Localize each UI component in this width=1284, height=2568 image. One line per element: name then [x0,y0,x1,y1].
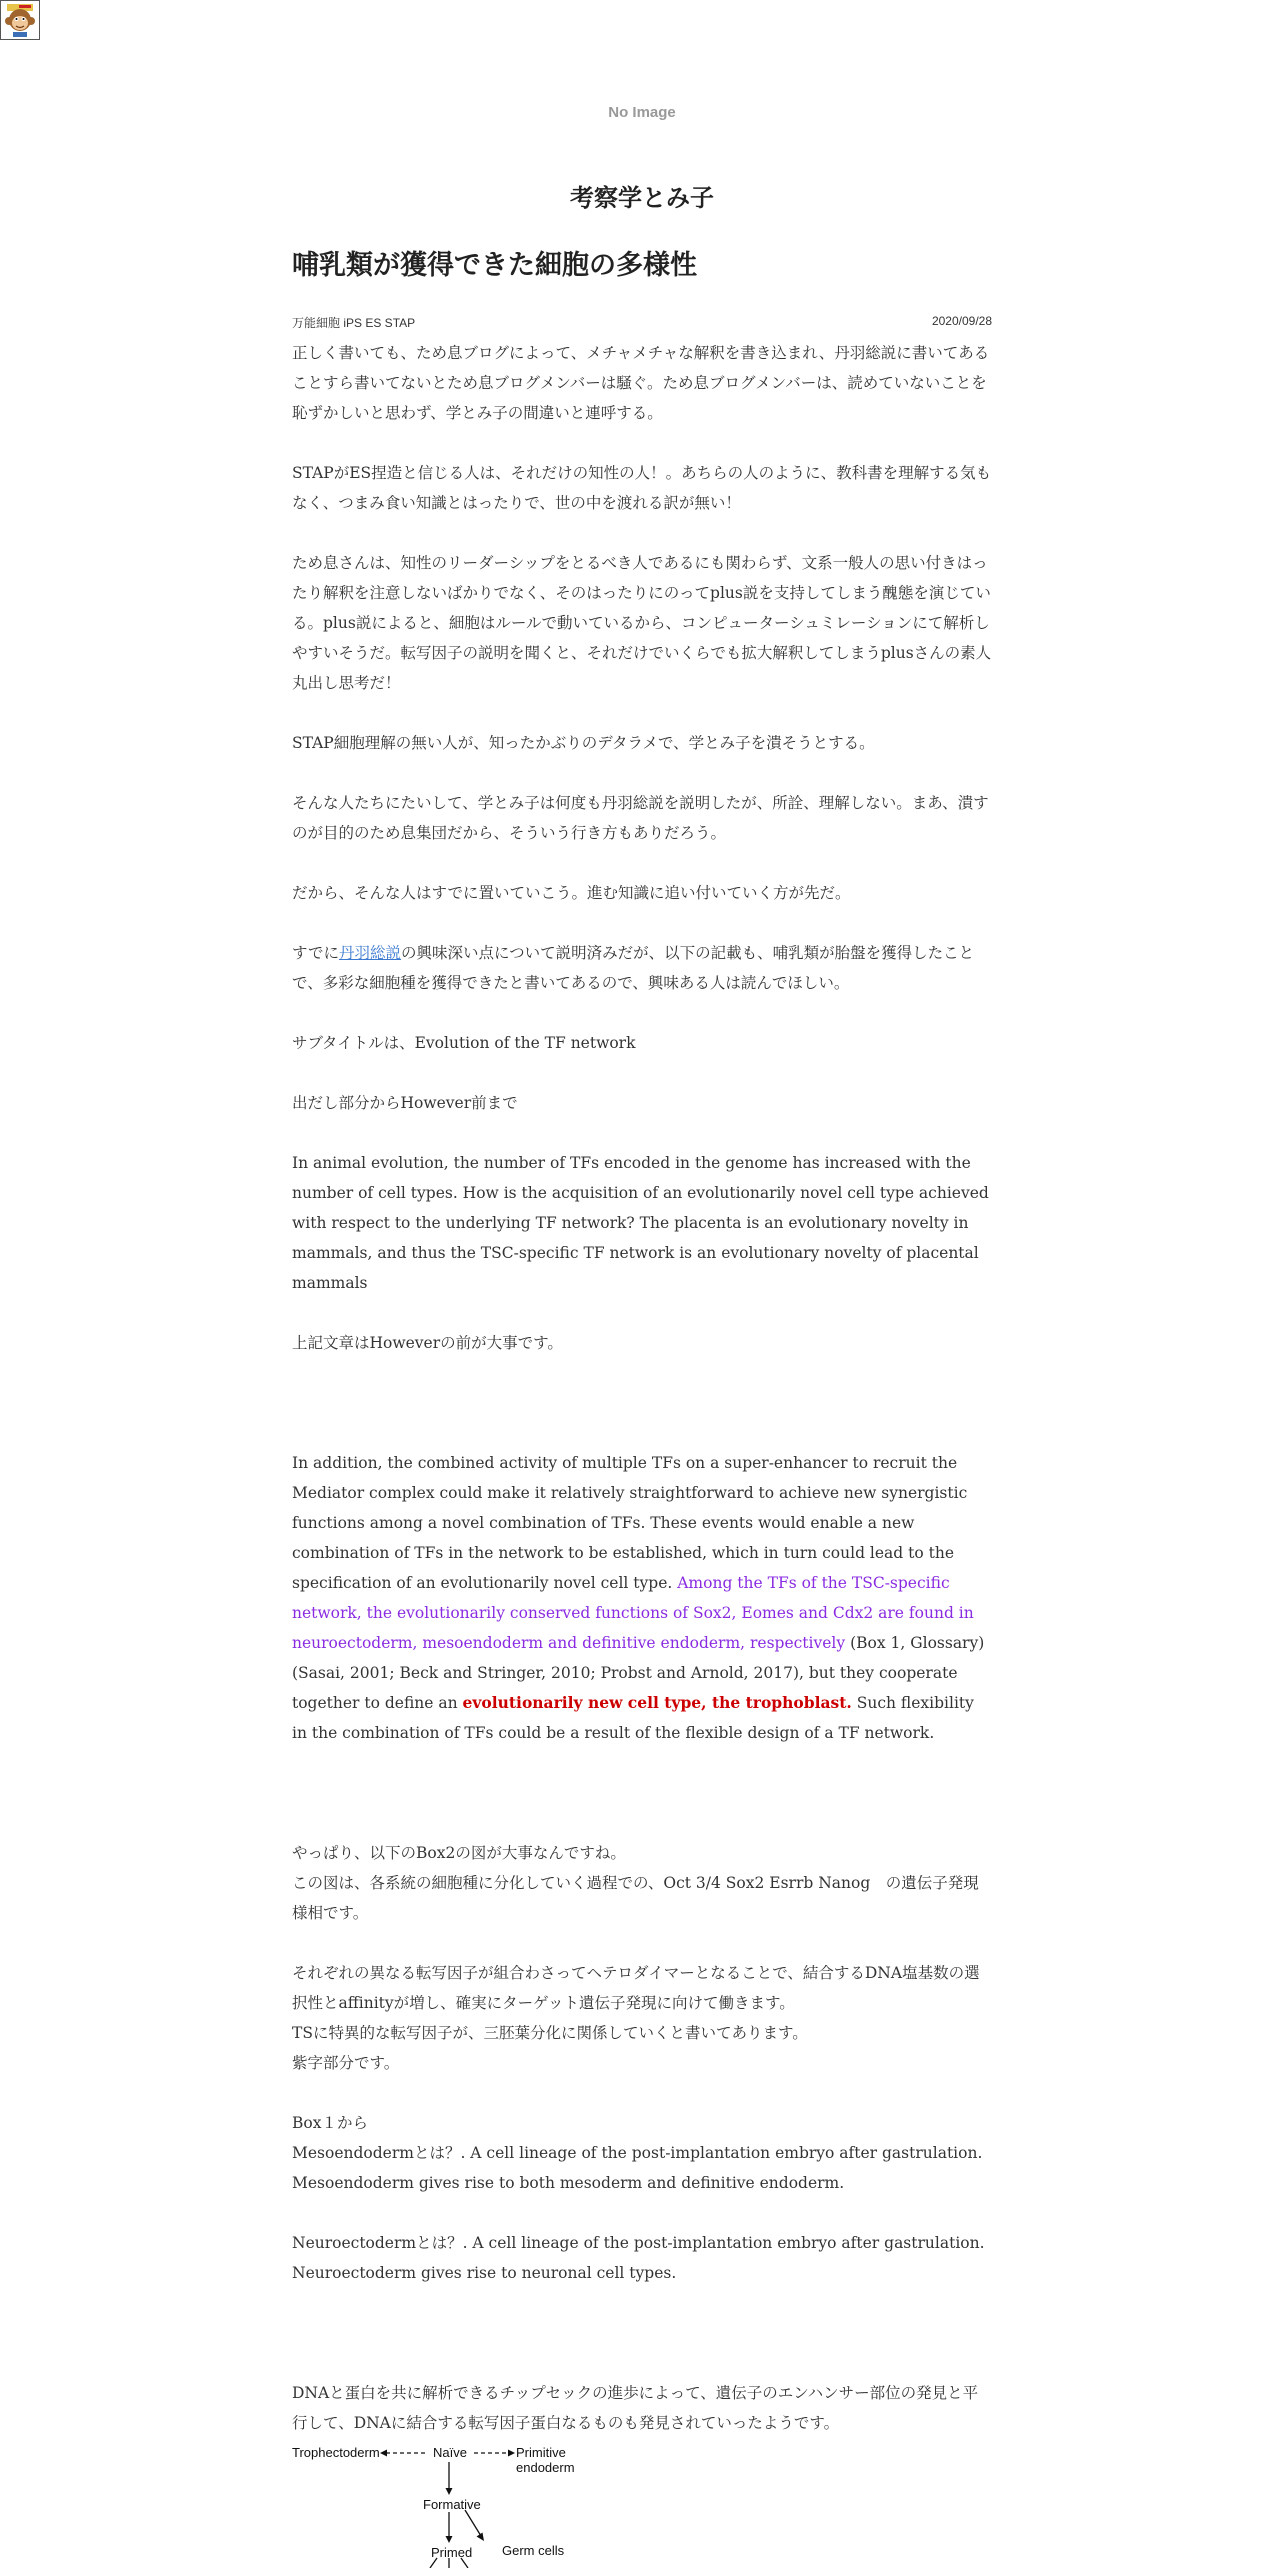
diagram-label-formative: Formative [423,2497,481,2512]
text-line: やっぱり、以下のBox2の図が大事なんですね。 [292,1844,626,1862]
paragraph: そんな人たちにたいして、学とみ子は何度も丹羽総説を説明したが、所詮、理解しない。まあ、潰すのが目的のため息集団だから、そういう行き方もありだろう。 [292,794,989,842]
diagram-label-germ-cells: Germ cells [502,2543,565,2558]
paragraph: 上記文章はHoweverの前が大事です。 [292,1334,563,1352]
text-line: TSに特異的な転写因子が、三胚葉分化に関係していくと書いてあります。 [292,2024,808,2042]
text-line: 紫字部分です。 [292,2054,400,2072]
quote-paragraph [292,1448,992,1748]
diagram-label-trophectoderm: Trophectoderm [292,2445,380,2460]
highlight-red: evolutionarily new cell type, the trophoblast. [462,1693,852,1712]
paragraph [292,938,992,998]
diagram-label-primitive: Primitive [516,2445,566,2460]
post-title: 哺乳類が獲得できた細胞の多様性 [292,250,697,281]
post-body [292,338,992,2468]
text-line: それぞれの異なる転写因子が組合わさってヘテロダイマーとなることで、結合するDNA塩基数の選択性とaffinityが増し、確実にターゲット遺伝子発現に向けて働きます。 [292,1964,980,2012]
paragraph: STAP細胞理解の無い人が、知ったかぶりのデタラメで、学とみ子を潰そうとする。 [292,734,875,752]
paragraph: DNAと蛋白を共に解析できるチップセックの進歩によって、遺伝子のエンハンサー部位の発見と平行して、DNAに結合する転写因子蛋白なるものも発見されていったようです。 [292,2384,979,2432]
niwa-review-link[interactable]: 丹羽総説 [338,944,401,962]
paragraph [292,1958,992,2078]
paragraph [292,1838,992,1928]
text-line: この図は、各系統の細胞種に分化していく過程での、Oct 3/4 Sox2 Esrrb Nanog の遺伝子発現様相です。 [292,1874,979,1922]
text: In addition, the combined activity of multiple TFs on a super-enhancer to recruit the Mediator complex could make it relatively straightforward to achieve new synergistic functions among a novel combination of TFs. These events would enable a new combination of TFs in the network to be established, which in turn could lead to the specification of an evolutionarily novel cell type. [292,1454,968,1592]
post-date: 2020/09/28 [931,314,992,328]
paragraph [292,2108,992,2198]
avatar[interactable] [0,0,40,40]
paragraph: ため息さんは、知性のリーダーシップをとるべき人であるにも関わらず、文系一般人の思い付きはったり解釈を注意しないばかりでなく、そのはったりにのってplus説を支持してしまう醜態を演じている。plus説によると、細胞はルールで動いているから、コンピューターシュミレーションにて解析しやすいそうだ。転写因子の説明を聞くと、それだけでいくらでも拡大解釈してしまうplusさんの素人丸出し思考だ！ [292,554,992,692]
post-tags[interactable]: 万能細胞 iPS ES STAP [292,316,416,330]
paragraph: 正しく書いても、ため息ブログによって、メチャメチャな解釈を書き込まれ、丹羽総説に書いてあることすら書いてないとため息ブログメンバーは騒ぐ。ため息ブログメンバーは、読めていないことを恥ずかしいと思わず、学とみ子の間違いと連呼する。 [292,344,990,422]
text: の興味深い点について説明済みだが、以下の記載も、哺乳類が胎盤を獲得したことで、多彩な細胞種を獲得できたと書いてあるので、興味ある人は読んでほしい。 [292,944,975,992]
text-line: Box１から [292,2114,368,2132]
post-meta [292,314,992,330]
text-line: Mesoendodermとは？. A cell lineage of the post-implantation embryo after gastrulation. Mesoendoderm gives rise to both mesoderm and definitive endoderm. [292,2144,983,2192]
blog-title[interactable]: 考察学とみ子 [570,184,714,212]
paragraph: サブタイトルは、Evolution of the TF network [292,1034,636,1052]
diagram-label-endoderm: endoderm [516,2460,575,2475]
diagram-label-primed: Primed [431,2545,473,2560]
diagram-label-naive: Naïve [433,2445,467,2460]
box2-diagram [292,2440,612,2568]
quote-paragraph: In animal evolution, the number of TFs encoded in the genome has increased with the number of cell types. How is the acquisition of an evolutionarily novel cell type achieved with respect to the underlying TF network? The placenta is an evolutionary novelty in mammals, and thus the TSC-specific TF network is an evolutionary novelty of placental mammals [292,1154,989,1292]
paragraph: Neuroectodermとは？. A cell lineage of the post-implantation embryo after gastrulation. Neuroectoderm gives rise to neuronal cell types. [292,2234,985,2282]
highlight-purple: Among the TFs of the TSC-specific network, the evolutionarily conserved functions of Sox2, Eomes and Cdx2 are found in neuroectoderm, mesoendoderm and definitive endoderm, respectively [292,1574,974,1652]
paragraph: STAPがES捏造と信じる人は、それだけの知性の人！。あちらの人のように、教科書を理解する気もなく、つまみ食い知識とはったりで、世の中を渡れる訳が無い！ [292,464,992,512]
text: Such flexibility in the combination of TFs could be a result of the flexible design of a TF network. [292,1694,974,1742]
no-image-placeholder: No Image [608,104,676,121]
text: すでに [292,944,339,962]
monkey-avatar-icon [1,1,39,39]
paragraph: だから、そんな人はすでに置いていこう。進む知識に追い付いていく方が先だ。 [292,884,851,902]
paragraph: 出だし部分からHowever前まで [292,1094,518,1112]
text: (Box 1, Glossary) (Sasai, 2001; Beck and Stringer, 2010; Probst and Arnold, 2017), but they cooperate together to define an [292,1634,985,1712]
